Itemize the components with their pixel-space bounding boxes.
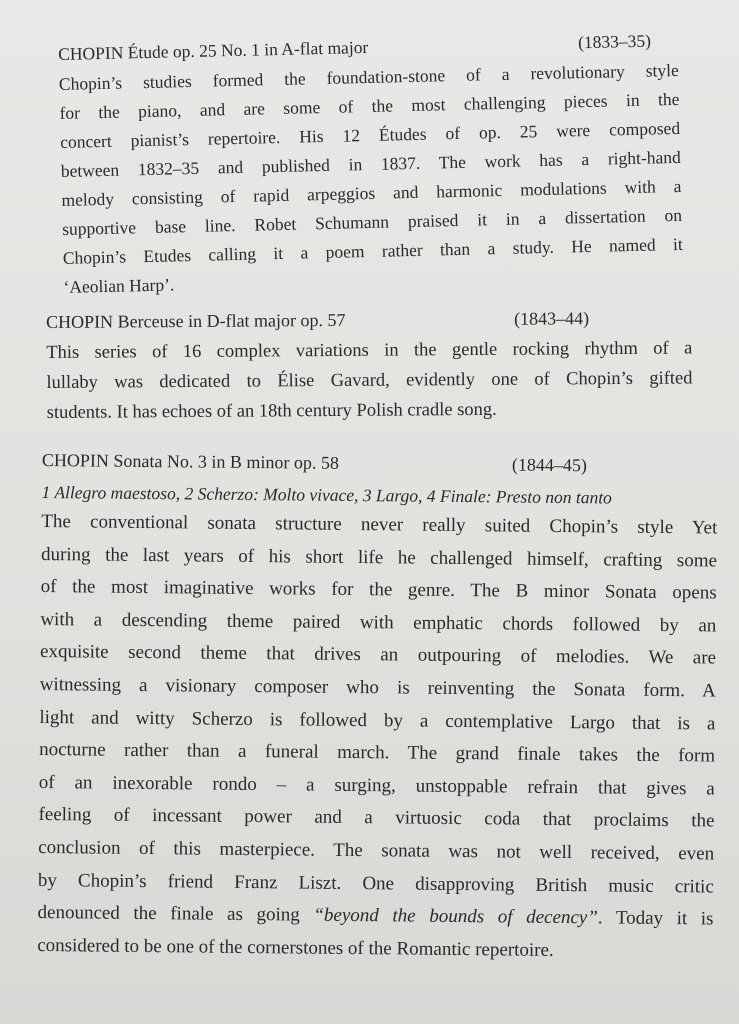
critic-quote: “beyond the bounds of decency” (313, 904, 598, 929)
body-line: melody consisting of rapid arpeggios and harmonic modulations with a (61, 175, 682, 210)
entry-dates: (1844–45) (511, 454, 587, 476)
body-line: between 1832–35 and published in 1837. The work has a right-hand (60, 146, 681, 181)
body-line: witnessing a visionary composer who is reinventing the Sonata form. A (39, 673, 716, 702)
body-line: exquisite second theme that drives an outpouring of melodies. We are (39, 641, 717, 669)
body-line: during the last years of his short life he challenged himself, crafting some (40, 543, 718, 572)
quote-line-before: denounced the finale as going (37, 902, 314, 926)
body-line: concert pianist’s repertoire. His 12 Études of op. 25 were composed (59, 117, 681, 152)
quote-line-after: . Today it is (597, 907, 714, 930)
body-line: light and witty Scherzo is followed by a contemplative Largo that is a (39, 706, 716, 735)
entry-dates: (1843–44) (513, 308, 590, 329)
body-line: Chopin’s studies formed the foundation-stone of a revolutionary style (58, 59, 679, 94)
body-line: Chopin’s Etudes calling it a poem rather than a study. He named it (62, 233, 683, 268)
entry-heading (46, 307, 692, 338)
body-line: feeling of incessant power and a virtuosic coda that proclaims the (38, 804, 715, 832)
entry-dates: (1833–35) (577, 30, 652, 53)
entry-title: CHOPIN Sonata No. 3 in B minor op. 58 (41, 450, 339, 473)
body-line: ‘Aeolian Harp’. (63, 274, 175, 297)
entry-title: CHOPIN Berceuse in D-flat major op. 57 (46, 309, 346, 332)
entry-body (37, 506, 717, 969)
entry-title: CHOPIN Étude op. 25 No. 1 in A-flat major (58, 36, 369, 64)
body-line: This series of 16 complex variations in the gentle rocking rhythm of a (46, 338, 693, 363)
body-line: conclusion of this masterpiece. The sonata was not well received, even (38, 836, 715, 865)
entry-sonata (37, 450, 718, 969)
movement-list: 1 Allegro maestoso, 2 Scherzo: Molto vivace, 3 Largo, 4 Finale: Presto non tanto (41, 481, 612, 508)
entry-etude (58, 30, 684, 302)
body-line: of an inexorable rondo – a surging, unstoppable refrain that gives a (38, 771, 715, 800)
entry-body (46, 333, 693, 428)
body-line: students. It has echoes of an 18th century Polish cradle song. (46, 399, 497, 423)
body-line: supportive base line. Robet Schumann praised it in a dissertation on (61, 204, 683, 239)
body-line: with a descending theme paired with emphatic chords followed by an (40, 608, 717, 637)
body-line: of the most imaginative works for the genre. The B minor Sonata opens (40, 576, 717, 604)
body-line-final: considered to be one of the cornerstones of the Romantic repertoire. (37, 934, 554, 961)
entry-berceuse (46, 307, 693, 428)
body-line: nocturne rather than a funeral march. The grand finale takes the form (39, 739, 716, 767)
body-line: The conventional sonata structure never really suited Chopin’s style Yet (41, 510, 718, 539)
body-line: for the piano, and are some of the most challenging pieces in the (59, 88, 680, 123)
body-line: lullaby was dedicated to Élise Gavard, evidently one of Chopin’s gifted (46, 368, 693, 393)
entry-body (59, 56, 684, 302)
body-line: by Chopin’s friend Franz Liszt. One disapproving British music critic (37, 869, 714, 897)
